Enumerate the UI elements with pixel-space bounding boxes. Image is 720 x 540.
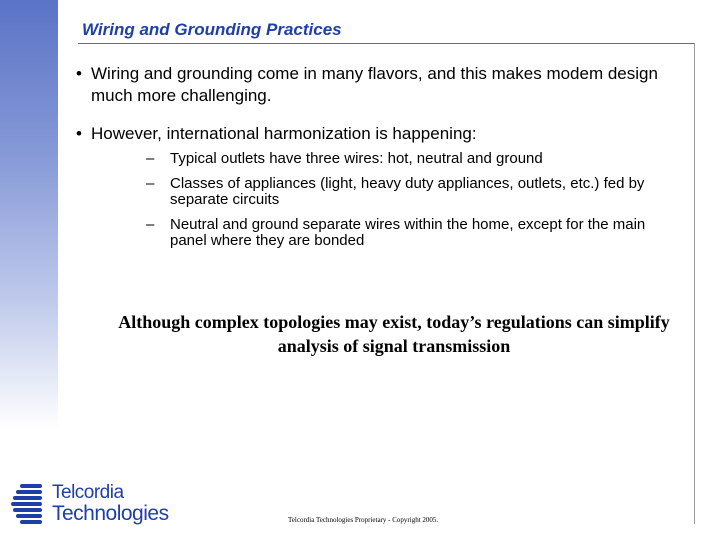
- sub-bullet-text: Classes of appliances (light, heavy duty appliances, outlets, etc.) fed by separate circuits: [170, 174, 645, 208]
- sub-bullet-text: Typical outlets have three wires: hot, neutral and ground: [170, 150, 543, 167]
- bullet-text: Wiring and grounding come in many flavors, and this makes modem design much more challenging.: [91, 64, 658, 105]
- callout-text: Although complex topologies may exist, today’s regulations can simplify analysis of signal transmission: [118, 312, 670, 356]
- sub-bullet-marker: –: [146, 215, 155, 233]
- slide-title: Wiring and Grounding Practices: [82, 20, 342, 39]
- sub-bullet-item: [146, 176, 686, 209]
- bullet-item: [76, 123, 686, 250]
- bullet-item: [76, 63, 686, 107]
- footer-copyright: Telcordia Technologies Proprietary - Copyright 2005.: [288, 516, 439, 524]
- company-logo: [10, 480, 170, 530]
- right-divider: [694, 43, 695, 524]
- title-divider: [78, 43, 695, 44]
- bullet-marker: •: [76, 64, 82, 83]
- sub-bullet-marker: –: [146, 150, 155, 167]
- sub-bullet-item: [146, 151, 686, 168]
- sub-bullet-list: [91, 151, 686, 250]
- telcordia-stripes-icon: [10, 484, 46, 524]
- bullet-marker: •: [76, 124, 82, 143]
- logo-wordmark-line2: Technologies: [52, 502, 169, 525]
- sub-bullet-text: Neutral and ground separate wires within the home, except for the main panel where they are bonded: [170, 215, 646, 249]
- sub-bullet-marker: –: [146, 174, 155, 192]
- sub-bullet-item: [146, 217, 686, 250]
- bullet-text: However, international harmonization is happening:: [91, 124, 477, 143]
- bullet-list: [76, 63, 686, 266]
- left-gradient-band: [0, 0, 58, 430]
- logo-wordmark-line1: Telcordia: [52, 482, 124, 503]
